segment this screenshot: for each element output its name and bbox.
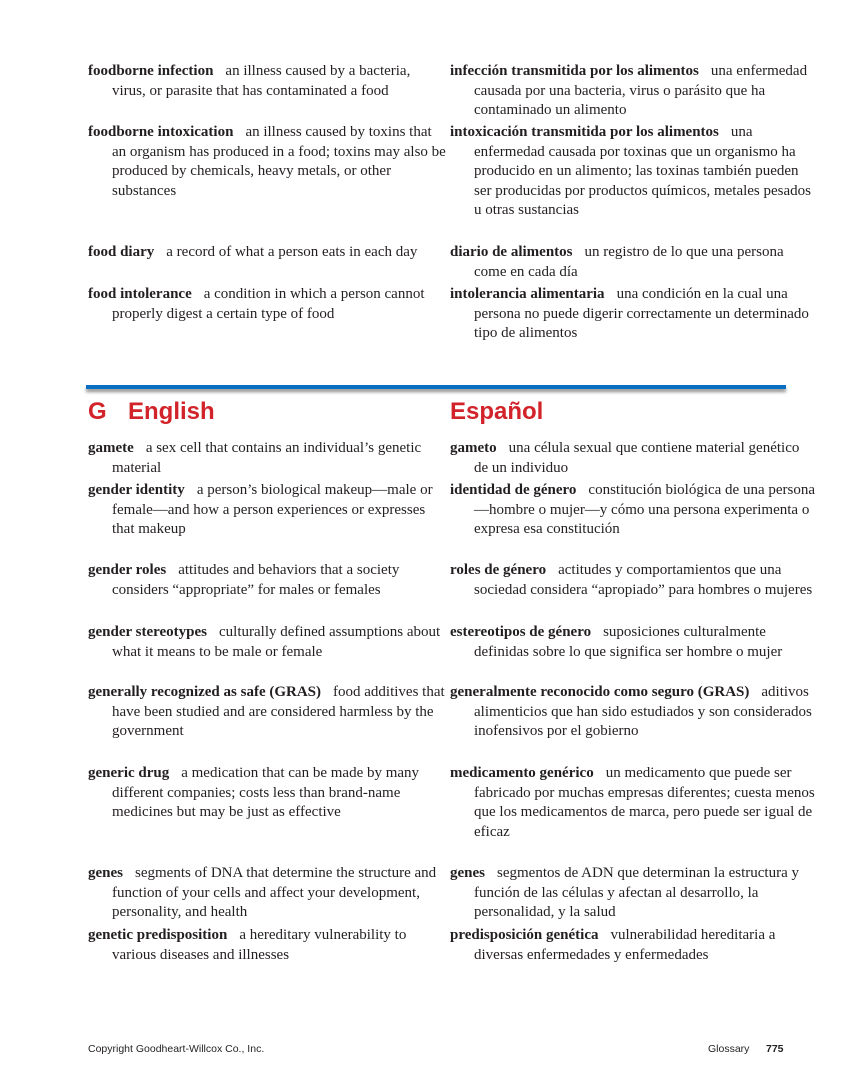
glossary-definition: actitudes y comportamientos que una sociedad considera “apropiado” para hombres o mujeres xyxy=(474,562,813,598)
glossary-definition: constitución biológica de una persona—hombre o mujer—y cómo una persona experimenta o expresa esa constitución xyxy=(474,482,816,538)
page-number: 775 xyxy=(766,1043,784,1055)
spanish-entry xyxy=(450,243,816,282)
glossary-term: intoxicación transmitida por los alimentos xyxy=(450,124,719,140)
glossary-definition: aditivos alimenticios que han sido estudiados y son considerados inofensivos por el gobierno xyxy=(474,684,812,740)
english-entry xyxy=(88,764,446,823)
glossary-definition: a record of what a person eats in each day xyxy=(166,244,418,260)
spanish-entry xyxy=(450,683,816,742)
glossary-definition: a medication that can be made by many different companies; costs less than brand-name medicines but may be just as effective xyxy=(112,765,420,821)
glossary-definition: a hereditary vulnerability to various diseases and illnesses xyxy=(112,927,407,963)
english-entry xyxy=(88,481,446,540)
glossary-term: gender stereotypes xyxy=(88,624,208,640)
english-entry xyxy=(88,683,446,742)
glossary-definition: una condición en la cual una persona no puede digerir correctamente un determinado tipo de alimentos xyxy=(474,286,809,342)
glossary-term: infección transmitida por los alimentos xyxy=(450,63,699,79)
spanish-entry xyxy=(450,123,816,221)
glossary-term: generally recognized as safe (GRAS) xyxy=(88,684,322,700)
glossary-definition: a person’s biological makeup—male or female—and how a person experiences or expresses that makeup xyxy=(112,482,433,538)
glossary-term: genes xyxy=(88,865,123,881)
glossary-definition: suposiciones culturalmente definidas sobre lo que significa ser hombre o mujer xyxy=(474,624,783,660)
glossary-definition: culturally defined assumptions about what it means to be male or female xyxy=(112,624,441,660)
glossary-definition: vulnerabilidad hereditaria a diversas enfermedades y enfermedades xyxy=(474,927,776,963)
glossary-definition: attitudes and behaviors that a society considers “appropriate” for males or females xyxy=(112,562,400,598)
spanish-entry xyxy=(450,926,816,965)
spanish-entry xyxy=(450,764,816,842)
glossary-term: generalmente reconocido como seguro (GRAS) xyxy=(450,684,750,700)
copyright: Copyright Goodheart-Willcox Co., Inc. xyxy=(88,1043,265,1055)
glossary-definition: un medicamento que puede ser fabricado por muchas empresas diferentes; cuesta menos que los medicamentos de marca, pero puede ser igual de eficaz xyxy=(474,765,815,840)
glossary-term: diario de alimentos xyxy=(450,244,573,260)
glossary-term: generic drug xyxy=(88,765,170,781)
glossary-term: intolerancia alimentaria xyxy=(450,286,605,302)
glossary-term: roles de género xyxy=(450,562,547,578)
english-entry xyxy=(88,439,446,478)
glossary-term: genes xyxy=(450,865,485,881)
english-entry xyxy=(88,623,446,662)
glossary-definition: a sex cell that contains an individual’s genetic material xyxy=(112,440,422,476)
spanish-heading: Español xyxy=(450,398,544,425)
glossary-definition: una enfermedad causada por toxinas que un organismo ha producido en un alimento; las toxinas también pueden ser producidas por productos químicos, metales pesados u otras sustancias xyxy=(474,124,812,219)
english-entry xyxy=(88,243,446,263)
english-entry xyxy=(88,285,446,324)
english-entry xyxy=(88,864,446,923)
glossary-term: foodborne intoxication xyxy=(88,124,234,140)
english-entry xyxy=(88,926,446,965)
glossary-definition: a condition in which a person cannot properly digest a certain type of food xyxy=(112,286,425,322)
glossary-definition: una enfermedad causada por una bacteria, virus o parásito que ha contaminado un alimento xyxy=(474,63,808,119)
glossary-definition: segments of DNA that determine the structure and function of your cells and affect your development, personality, and health xyxy=(112,865,437,921)
glossary-term: food intolerance xyxy=(88,286,192,302)
glossary-definition: an illness caused by a bacteria, virus, or parasite that has contaminated a food xyxy=(112,63,411,99)
spanish-entry xyxy=(450,561,816,600)
glossary-definition: food additives that have been studied and are considered harmless by the government xyxy=(112,684,445,740)
glossary-definition: un registro de lo que una persona come en cada día xyxy=(474,244,784,280)
glossary-definition: una célula sexual que contiene material genético de un individuo xyxy=(474,440,800,476)
spanish-entry xyxy=(450,62,816,121)
spanish-entry xyxy=(450,481,816,540)
glossary-term: estereotipos de género xyxy=(450,624,592,640)
spanish-entry xyxy=(450,623,816,662)
spanish-entry xyxy=(450,439,816,478)
glossary-term: medicamento genérico xyxy=(450,765,594,781)
section-divider xyxy=(86,385,786,389)
glossary-term: gameto xyxy=(450,440,497,456)
glossary-term: predisposición genética xyxy=(450,927,599,943)
glossary-term: gender roles xyxy=(88,562,167,578)
glossary-term: identidad de género xyxy=(450,482,577,498)
glossary-term: genetic predisposition xyxy=(88,927,228,943)
footer-section-label: Glossary xyxy=(708,1043,750,1055)
english-entry xyxy=(88,62,446,101)
spanish-entry xyxy=(450,285,816,344)
section-letter: G xyxy=(88,398,107,425)
glossary-term: gamete xyxy=(88,440,134,456)
glossary-definition: an illness caused by toxins that an organism has produced in a food; toxins may also be produced by chemicals, heavy metals, or other substances xyxy=(112,124,446,199)
english-entry xyxy=(88,561,446,600)
english-heading: English xyxy=(128,398,215,425)
glossary-term: foodborne infection xyxy=(88,63,214,79)
english-entry xyxy=(88,123,446,201)
glossary-term: food diary xyxy=(88,244,155,260)
spanish-entry xyxy=(450,864,816,923)
glossary-term: gender identity xyxy=(88,482,185,498)
glossary-definition: segmentos de ADN que determinan la estructura y función de las células y afectan al desarrollo, la personalidad, y la salud xyxy=(474,865,799,921)
